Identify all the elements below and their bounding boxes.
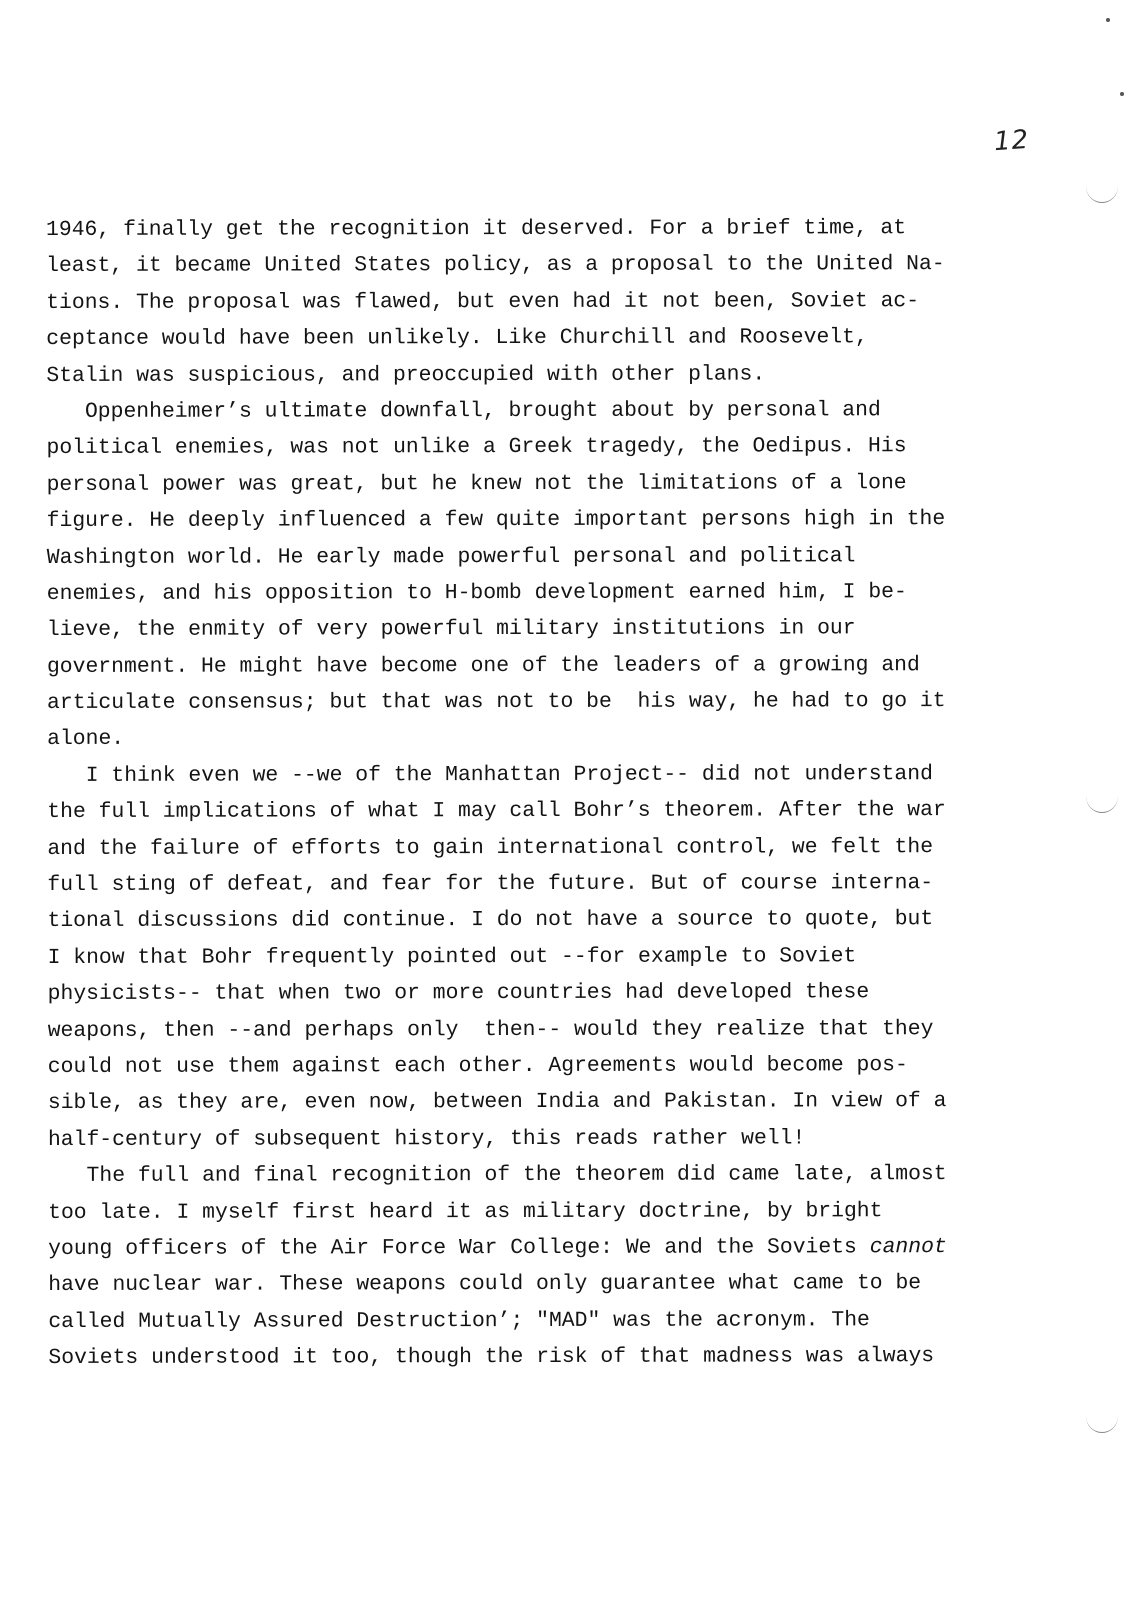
text-line: least, it became United States policy, as a proposal to the United Na-	[46, 252, 945, 279]
text-line: physicists-- that when two or more countries had developed these	[47, 980, 870, 1007]
text-line: 1946, finally get the recognition it deserved. For a brief time, at	[46, 216, 907, 242]
text-segment: young officers of the Air Force War College: We and the Soviets	[48, 1235, 870, 1261]
page-number: 12	[992, 124, 1031, 158]
punch-hole-mark	[1086, 170, 1118, 203]
text-line: articulate consensus; but that was not to be his way, he had to go it	[47, 689, 946, 716]
text-line: and the failure of efforts to gain international control, we felt the	[47, 834, 934, 861]
text-line: political enemies, was not unlike a Greek tragedy, the Oedipus. His	[46, 434, 907, 461]
text-line: personal power was great, but he knew not the limitations of a lone	[46, 470, 907, 497]
text-line: government. He might have become one of the leaders of a growing and	[46, 652, 920, 679]
text-line: have nuclear war. These weapons could only guarantee what came to be	[48, 1271, 922, 1298]
text-line: I think even we --we of the Manhattan Project-- did not understand	[47, 762, 933, 788]
text-line: tional discussions did continue. I do not have a source to quote, but	[47, 907, 934, 934]
text-line: lieve, the enmity of very powerful military institutions in our	[46, 616, 856, 643]
text-line: alone.	[47, 727, 125, 752]
text-line: could not use them against each other. Agreements would become pos-	[47, 1053, 908, 1079]
text-line: tions. The proposal was flawed, but even had it not been, Soviet ac-	[46, 288, 920, 315]
text-line: enemies, and his opposition to H-bomb development earned him, I be-	[46, 580, 907, 606]
body-text	[46, 210, 1088, 1377]
text-line: The full and final recognition of the theorem did came late, almost	[47, 1162, 947, 1189]
text-line: half-century of subsequent history, this reads rather well!	[47, 1126, 806, 1152]
text-line: ceptance would have been unlikely. Like Churchill and Roosevelt,	[46, 325, 868, 352]
text-line: I know that Bohr frequently pointed out --for example to Soviet	[47, 944, 857, 970]
punch-hole-mark	[1086, 780, 1118, 813]
text-line: weapons, then --and perhaps only then-- would they realize that they	[47, 1016, 934, 1043]
text-line: Oppenheimer’s ultimate downfall, brought about by personal and	[46, 398, 881, 424]
text-line: called Mutually Assured Destruction’; "MAD" was the acronym. The	[48, 1307, 870, 1334]
scan-dot	[1120, 92, 1124, 96]
text-line: Stalin was suspicious, and preoccupied with other plans.	[46, 362, 766, 388]
text-line: too late. I myself first heard it as military doctrine, by bright	[48, 1198, 883, 1225]
text-line: figure. He deeply influenced a few quite important persons high in the	[46, 507, 946, 534]
scan-dot	[1106, 18, 1110, 22]
text-line: full sting of defeat, and fear for the future. But of course interna-	[47, 871, 934, 898]
text-line: sible, as they are, even now, between India and Pakistan. In view of a	[47, 1089, 947, 1116]
text-line	[48, 1229, 1088, 1268]
text-line: Soviets understood it too, though the risk of that madness was always	[48, 1344, 935, 1371]
text-line: the full implications of what I may call Bohr’s theorem. After the war	[47, 798, 946, 825]
emphasis-cannot: cannot	[869, 1235, 947, 1260]
text-line: Washington world. He early made powerful personal and political	[46, 543, 856, 570]
punch-hole-mark	[1086, 1400, 1118, 1433]
